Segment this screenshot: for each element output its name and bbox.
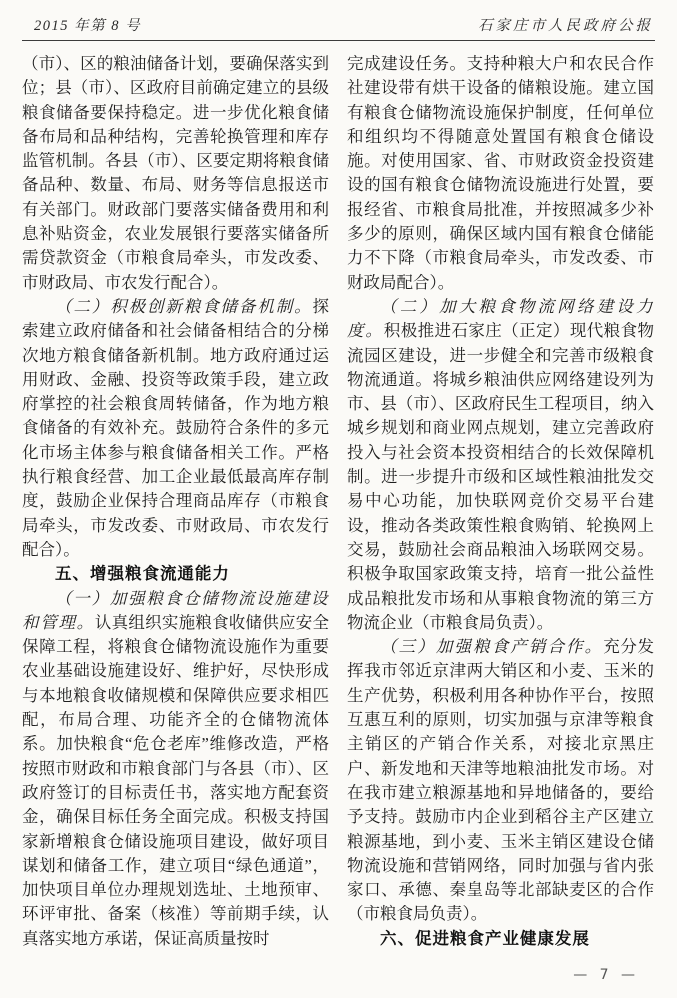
- paragraph-continuation: [22, 52, 329, 295]
- section-heading-5: 五、增强粮食流通能力: [55, 565, 230, 584]
- journal-title: 石家庄市人民政府公报: [478, 18, 653, 34]
- paragraph-text: 积极推进石家庄（正定）现代粮食物流园区建设，进一步健全和完善市级粮食物流通道。将城乡粮油供应网络建设列为市、县（市）、区政府民生工程项目，纳入城乡规划和商业网点规划，建立完善政府投入与社会资本投资相结合的长效保障机制。进一步提升市级和区域性粮油批发交易中心功能，加快联网竞价交易平台建设，推动各类政策性粮食购销、轮换网上交易，鼓励社会商品粮油入场联网交易。积极争取国家政策支持，培育一批公益性成品粮批发市场和从事粮食物流的第三方物流企业（市粮食局负责）。: [347, 321, 654, 632]
- paragraph-text: 充分发挥我市邻近京津两大销区和小麦、玉米的生产优势，积极利用各种协作平台，按照互惠互利的原则，切实加强与京津等粮食主销区的产销合作关系，对接北京黑庄户、新发地和天津等地粮油批发市场。对在我市建立粮源基地和异地储备的，要给予支持。鼓励市内企业到稻谷主产区建立粮源基地，到小麦、玉米主销区建设仓储物流设施和营销网络，同时加强与省内张家口、承德、秦皇岛等北部缺麦区的合作（市粮食局负责）。: [347, 637, 655, 924]
- paragraph-item-1: [22, 587, 329, 951]
- page-header: [22, 0, 655, 35]
- text-columns: [22, 41, 655, 951]
- paragraph-item-3: [347, 635, 654, 927]
- paragraph-lead: （一）加强粮食仓储物流设施建设和管理。: [22, 588, 329, 632]
- left-column: [22, 52, 329, 951]
- paragraph-lead: （三）加强粮食产销合作。: [380, 637, 604, 657]
- issue-number: 2015 年第 8 号: [34, 18, 142, 34]
- paragraph-continuation: [347, 52, 654, 295]
- paragraph-item-2: [347, 295, 654, 635]
- section-heading-6: 六、促进粮食产业健康发展: [380, 929, 590, 948]
- right-column: [347, 52, 654, 951]
- paragraph-text: （市）、区的粮油储备计划，要确保落实到位；县（市）、区政府目前确定建立的县级粮食储备要保持稳定。进一步优化粮食储备布局和品种结构，完善轮换管理和库存监管机制。各县（市）、区要定期将粮食储备品种、数量、布局、财务等信息报送市有关部门。财政部门要落实储备费用和利息补贴资金，农业发展银行要落实储备所需贷款资金（市粮食局牵头，市发改委、市财政局、市农发行配合）。: [22, 54, 329, 292]
- paragraph-text: 探索建立政府储备和社会储备相结合的分梯次地方粮食储备新机制。地方政府通过运用财政、金融、投资等政策手段，建立政府掌控的社会粮食周转储备，作为地方粮食储备的有效补充。鼓励符合条件的多元化市场主体参与粮食储备相关工作。严格执行粮食经营、加工企业最低最高库存制度，鼓励企业保持合理商品库存（市粮食局牵头，市发改委、市财政局、市农发行配合）。: [22, 296, 329, 559]
- paragraph-text: 认真组织实施粮食收储供应安全保障工程，将粮食仓储物流设施作为重要农业基础设施建设好、维护好，尽快形成与本地粮食收储规模和保障供应要求相匹配，布局合理、功能齐全的仓储物流体系。加快粮食“危仓老库”维修改造，严格按照市财政和市粮食部门与各县（市）、区政府签订的目标责任书，落实地方配套资金，确保目标任务全面完成。积极支持国家新增粮食仓储设施项目建设，做好项目谋划和储备工作，建立项目“绿色通道”，加快项目单位办理规划选址、土地预审、环评审批、备案（核准）等前期手续，认真落实地方承诺，保证高质量按时: [22, 612, 330, 948]
- paragraph-lead: （二）加大粮食物流网络建设力度。: [347, 296, 654, 341]
- paragraph-lead: （二）积极创新粮食储备机制。: [55, 296, 313, 316]
- paragraph-text: 完成建设任务。支持种粮大户和农民合作社建设带有烘干设备的储粮设施。建立国有粮食仓储物流设施保护制度，任何单位和组织均不得随意处置国有粮食仓储设施。对使用国家、省、市财政资金投资建设的国有粮食仓储物流设施进行处置，要报经省、市粮食局批准，并按照减多少补多少的原则，确保区域内国有粮食仓储能力不下降（市粮食局牵头，市发改委、市财政局配合）。: [347, 54, 654, 292]
- paragraph-item-2: [22, 295, 329, 562]
- page-number: — 7 —: [573, 967, 639, 983]
